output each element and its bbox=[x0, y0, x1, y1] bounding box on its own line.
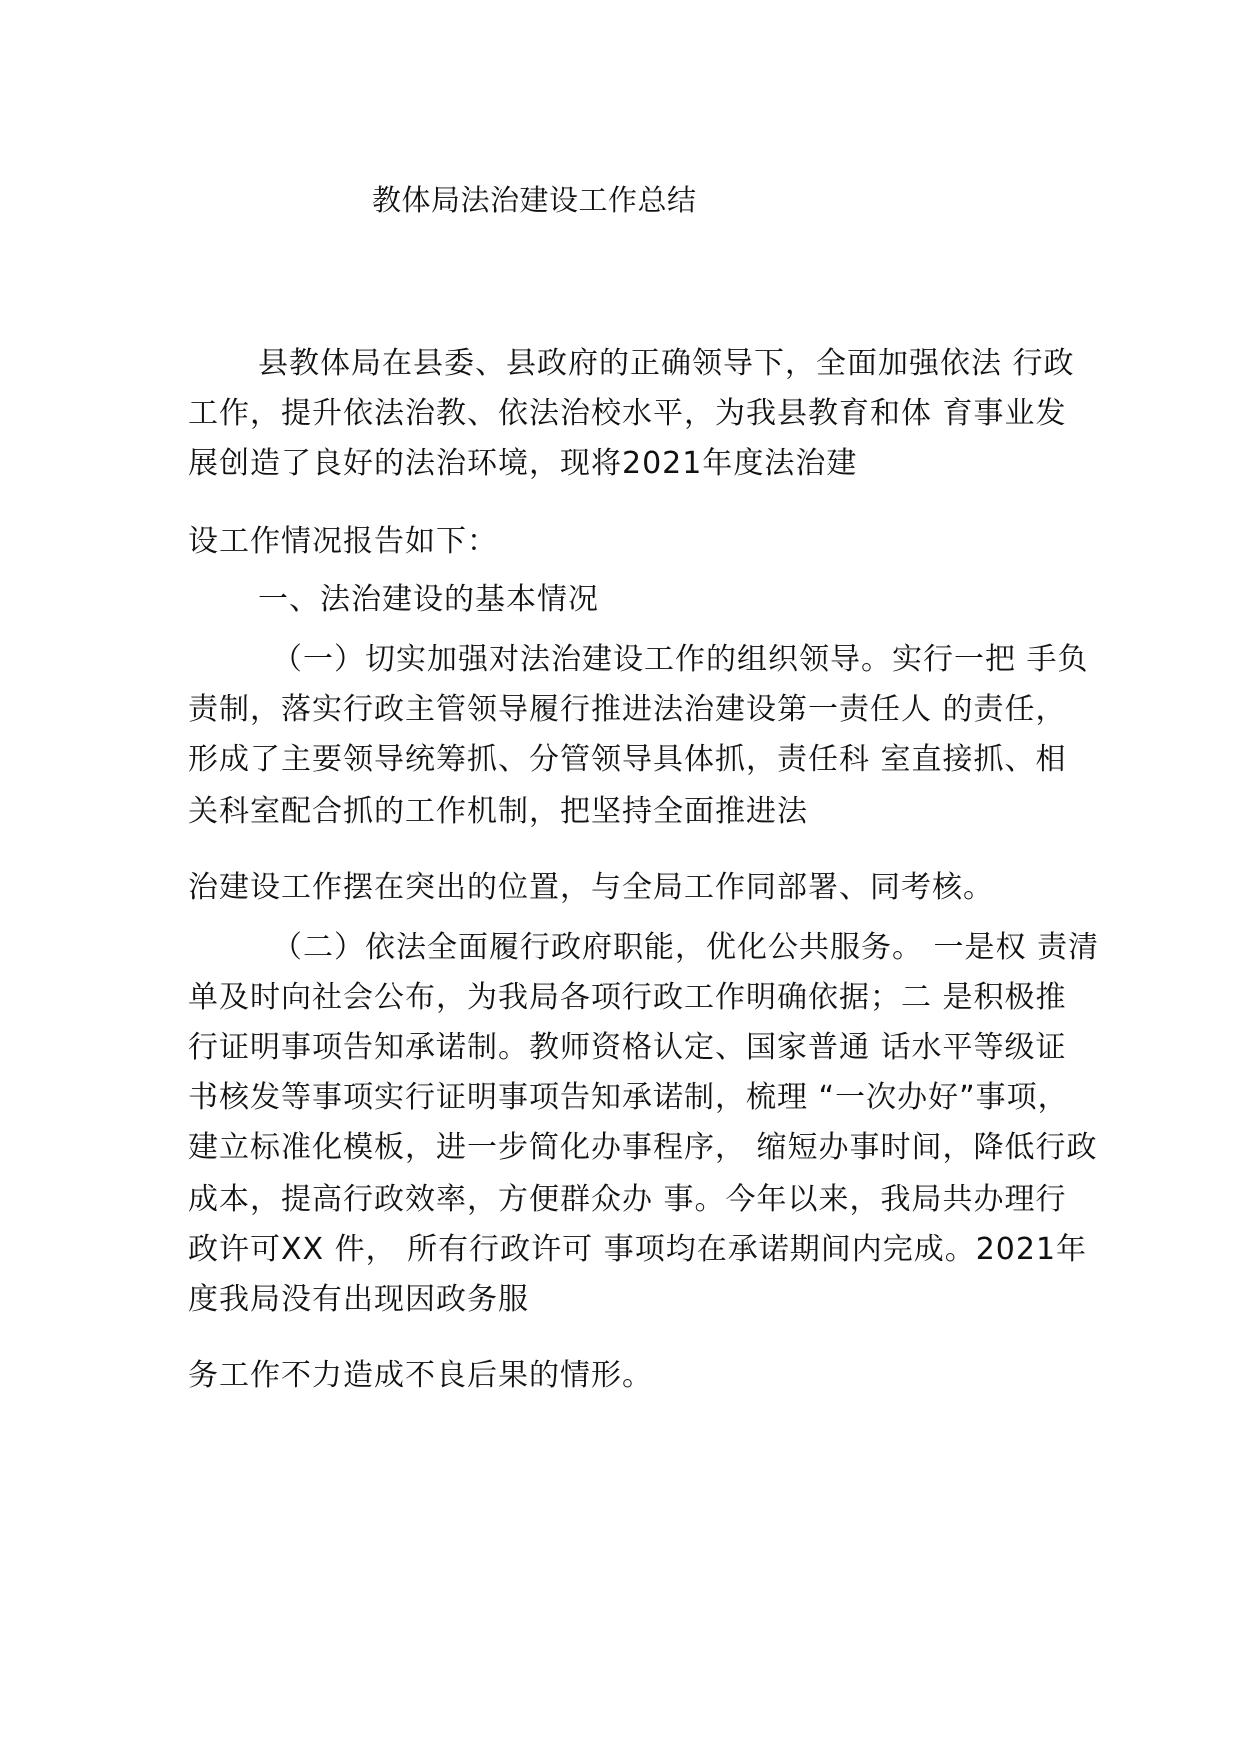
item2-line-4: 书核发等事项实行证明事项告知承诺制，梳理 “一次办好”事项， bbox=[188, 1080, 1069, 1115]
item1-line-1: （一）切实加强对法治建设工作的组织领导。实行一把 手负 bbox=[272, 642, 1089, 677]
item1-line-5: 治建设工作摆在突出的位置，与全局工作同部署、同考核。 bbox=[188, 870, 994, 905]
item2-line-7: 政许可XX 件， 所有行政许可 事项均在承诺期间内完成。2021年 bbox=[188, 1232, 1088, 1267]
item2-line-2: 单及时向社会公布，为我局各项行政工作明确依据；二 是积极推 bbox=[188, 980, 1067, 1015]
intro-line-2: 工作，提升依法治教、依法治校水平，为我县教育和体 育事业发 bbox=[188, 396, 1067, 431]
item2-line-6: 成本，提高行政效率，方便群众办 事。今年以来，我局共办理行 bbox=[188, 1182, 1067, 1217]
document-title: 教体局法治建设工作总结 bbox=[372, 183, 697, 217]
intro-line-1: 县教体局在县委、县政府的正确领导下，全面加强依法 行政 bbox=[258, 346, 1075, 381]
intro-line-4: 设工作情况报告如下： bbox=[188, 524, 498, 559]
item2-line-5: 建立标准化模板，进一步简化办事程序， 缩短办事时间，降低行政 bbox=[188, 1130, 1098, 1165]
item1-line-2: 责制，落实行政主管领导履行推进法治建设第一责任人 的责任， bbox=[188, 692, 1067, 727]
item1-line-4: 关科室配合抓的工作机制，把坚持全面推进法 bbox=[188, 794, 808, 829]
item2-line-8: 度我局没有出现因政务服 bbox=[188, 1282, 529, 1317]
item1-line-3: 形成了主要领导统筹抓、分管领导具体抓，责任科 室直接抓、相 bbox=[188, 742, 1067, 777]
item2-line-9: 务工作不力造成不良后果的情形。 bbox=[188, 1358, 653, 1393]
item2-line-1: （二）依法全面履行政府职能，优化公共服务。 一是权 责清 bbox=[272, 930, 1100, 965]
item2-line-3: 行证明事项告知承诺制。教师资格认定、国家普通 话水平等级证 bbox=[188, 1030, 1067, 1065]
section-heading: 一、法治建设的基本情况 bbox=[258, 582, 599, 617]
intro-line-3: 展创造了良好的法治环境，现将2021年度法治建 bbox=[188, 446, 858, 481]
